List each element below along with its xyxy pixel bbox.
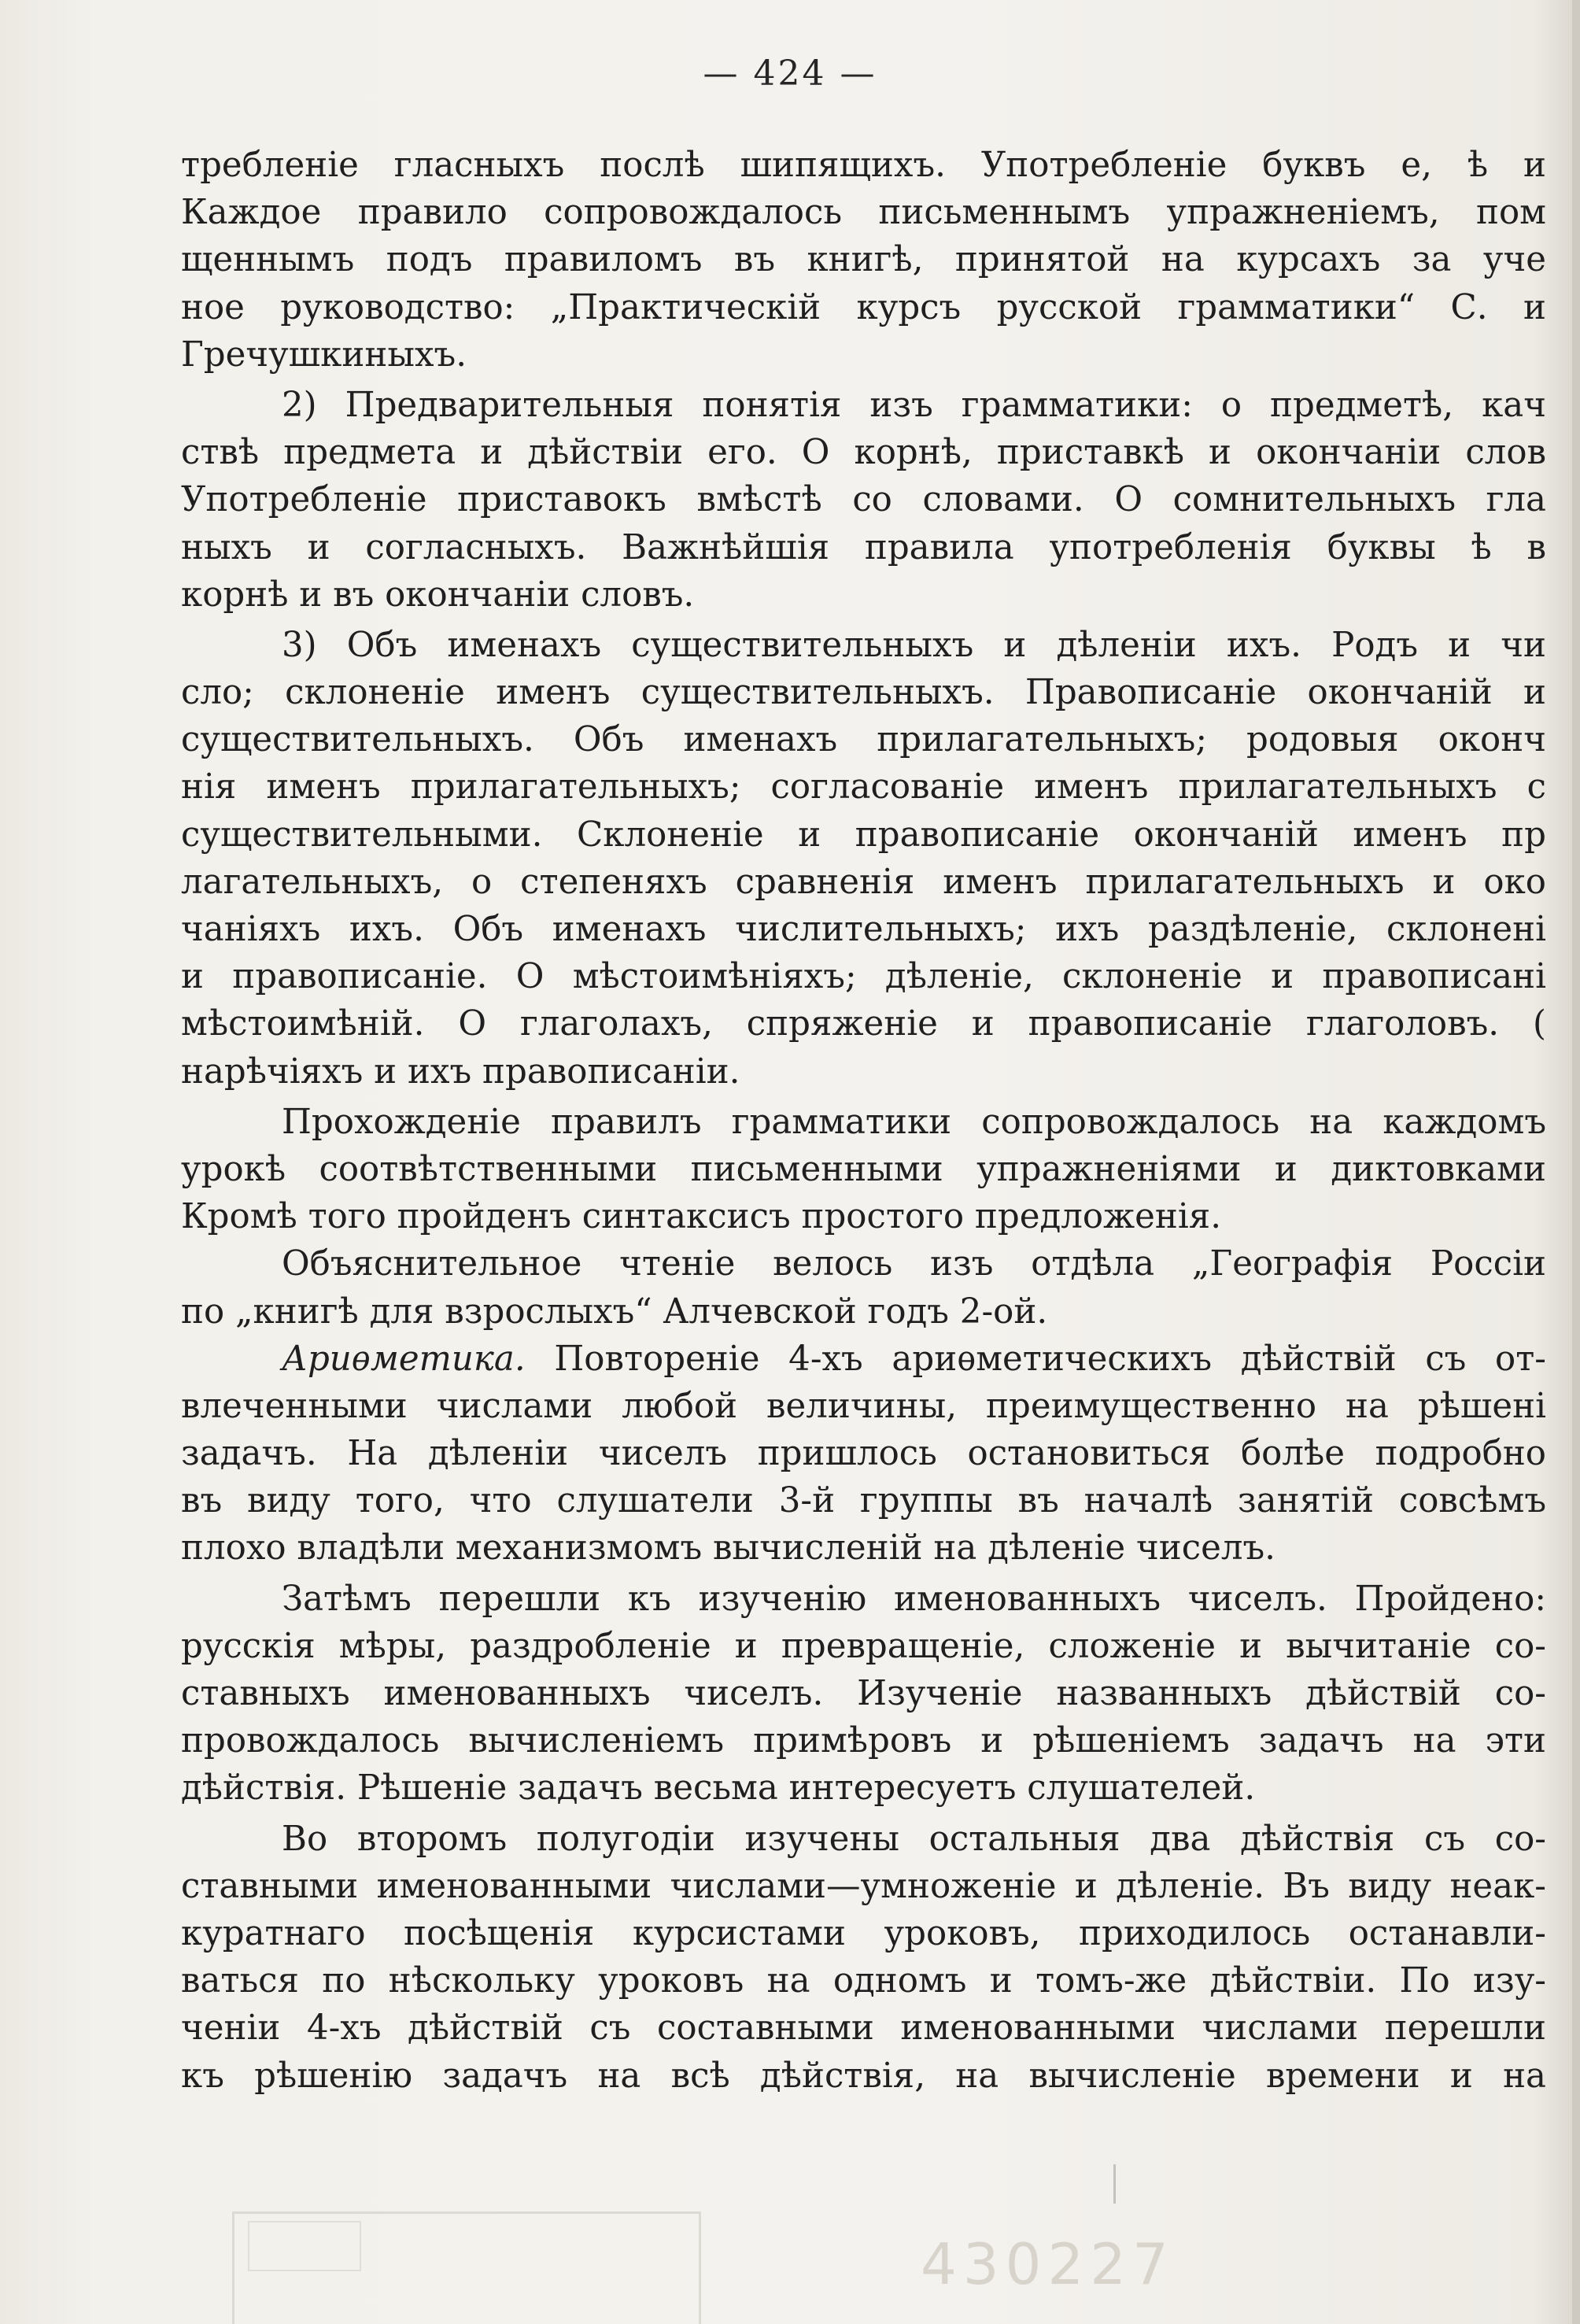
section-heading: Ариѳметика. — [282, 1339, 526, 1379]
text-line: дѣйствія. Рѣшеніе задачъ весьма интересуетъ слушателей. — [181, 1768, 1256, 1809]
text-line: ныхъ и согласныхъ. Важнѣйшія правила употребленія буквы ѣ в — [181, 527, 1546, 567]
text-line: чаніяхъ ихъ. Объ именахъ числительныхъ; ихъ раздѣленіе, склонені — [181, 910, 1546, 949]
text-line — [181, 1336, 1546, 1383]
text-line: мѣстоимѣній. О глаголахъ, спряженіе и правописаніе глаголовъ. ( — [181, 1004, 1546, 1044]
text-line: щеннымъ подъ правиломъ въ книгѣ, принятой на курсахъ за уче — [181, 240, 1546, 280]
text-line: Гречушкиныхъ. — [181, 334, 467, 375]
body-text — [181, 142, 1546, 2100]
text-line: ставныхъ именованныхъ чиселъ. Изученіе названныхъ дѣйствій со- — [181, 1674, 1546, 1713]
text-line: 2) Предварительныя понятія изъ грамматики: о предметѣ, кач — [282, 385, 1546, 425]
text-line: Каждое правило сопровождалось письменнымъ упражненіемъ, пом — [181, 193, 1546, 233]
page-edge — [1572, 0, 1580, 2324]
text-line: въ виду того, что слушатели 3-й группы въ началѣ занятій совсѣмъ — [181, 1481, 1546, 1521]
text-line: плохо владѣли механизмомъ вычисленій на дѣленіе чиселъ. — [181, 1528, 1275, 1568]
page-number: — 424 — — [703, 54, 877, 94]
text-line: требленіе гласныхъ послѣ шипящихъ. Употребленіе буквъ е, ѣ и — [181, 146, 1546, 185]
text-line: Объяснительное чтеніе велось изъ отдѣла „Географія Россіи — [282, 1244, 1546, 1284]
text-line: ставными именованными числами—умноженіе и дѣленіе. Въ виду неак- — [181, 1866, 1546, 1906]
text-line: ченіи 4-хъ дѣйствій съ составными именованными числами перешли — [181, 2008, 1546, 2049]
text-line: нарѣчіяхъ и ихъ правописаніи. — [181, 1051, 740, 1092]
text-line: Затѣмъ перешли къ изученію именованныхъ чиселъ. Пройдено: — [282, 1579, 1546, 1619]
text-line: сло; склоненіе именъ существительныхъ. Правописаніе окончаній и — [181, 673, 1546, 713]
text-line: куратнаго посѣщенія курсистами уроковъ, приходилось останавли- — [181, 1913, 1546, 1953]
stamp-number: 430227 — [921, 2231, 1175, 2297]
text-line: существительныхъ. Объ именахъ прилагательныхъ; родовыя оконч — [181, 720, 1546, 760]
text-line: корнѣ и въ окончаніи словъ. — [181, 575, 695, 615]
text-line: по „книгѣ для взрослыхъ“ Алчевской годъ 2-ой. — [181, 1291, 1048, 1332]
text-line: существительными. Склоненіе и правописаніе окончаній именъ пр — [181, 815, 1546, 855]
ink-mark — [1113, 2164, 1116, 2204]
text-line: русскія мѣры, раздробленіе и превращеніе, сложеніе и вычитаніе со- — [181, 1626, 1546, 1666]
text-line: и правописаніе. О мѣстоимѣніяхъ; дѣленіе, склоненіе и правописані — [181, 957, 1546, 997]
text-line: ное руководство: „Практическій курсъ русской грамматики“ С. и — [181, 287, 1546, 327]
text-line: ваться по нѣскольку уроковъ на одномъ и томъ-же дѣйствіи. По изу- — [181, 1961, 1546, 2001]
text-line: влеченными числами любой величины, преимущественно на рѣшені — [181, 1386, 1546, 1426]
text-line: задачъ. На дѣленіи чиселъ пришлось остановиться болѣе подробно — [181, 1434, 1546, 1474]
text-line: провождалось вычисленіемъ примѣровъ и рѣшеніемъ задачъ на эти — [181, 1721, 1546, 1761]
text-line-rest: Повтореніе 4-хъ ариѳметическихъ дѣйствій съ от- — [554, 1339, 1546, 1379]
text-line: 3) Объ именахъ существительныхъ и дѣленіи ихъ. Родъ и чи — [282, 625, 1546, 665]
text-line: Употребленіе приставокъ вмѣстѣ со словами. О сомнительныхъ гла — [181, 480, 1546, 520]
text-line: Во второмъ полугодіи изучены остальныя два дѣйствія съ со- — [282, 1819, 1546, 1859]
text-line: лагательныхъ, о степеняхъ сравненія именъ прилагательныхъ и око — [181, 862, 1546, 902]
text-line: Кромѣ того пройденъ синтаксисъ простого предложенія. — [181, 1197, 1222, 1237]
text-line: урокѣ соотвѣтственными письменными упражненіями и диктовками — [181, 1149, 1546, 1189]
text-line: ствѣ предмета и дѣйствіи его. О корнѣ, приставкѣ и окончаніи слов — [181, 433, 1546, 473]
stamp-label-box — [248, 2221, 361, 2271]
text-line: къ рѣшенію задачъ на всѣ дѣйствія, на вычисленіе времени и на — [181, 2056, 1546, 2096]
text-line: нія именъ прилагательныхъ; согласованіе именъ прилагательныхъ с — [181, 767, 1546, 807]
text-line: Прохожденіе правилъ грамматики сопровождалось на каждомъ — [282, 1102, 1546, 1142]
